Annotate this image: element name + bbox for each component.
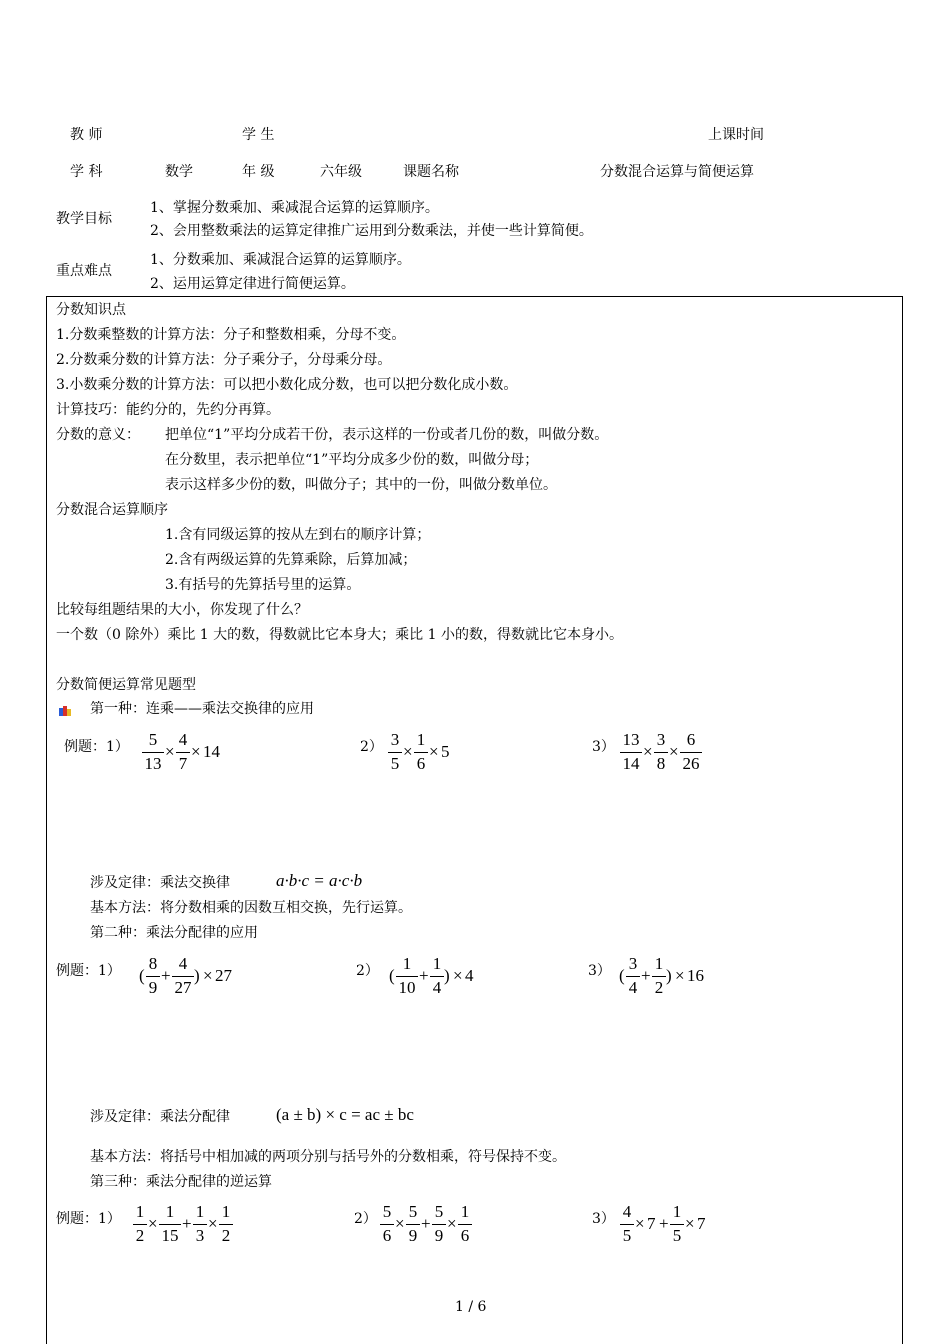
order-3: 3.有括号的先算括号里的运算。 [165,577,361,593]
f1-term-a-denominator: 9 [148,978,158,997]
f3-term-a-numerator: 3 [628,954,638,973]
meaning-label: 分数的意义： [56,427,140,443]
g1-term-c-bar [193,1224,207,1225]
f2-term-b-denominator: 4 [432,978,442,997]
e1-term-a-numerator: 5 [148,730,158,749]
g1-op-2: + [182,1214,192,1233]
e3-term-b-bar [654,752,668,753]
f3-op-1: + [641,966,651,985]
e3-term-b-numerator: 3 [656,730,666,749]
g2-term-b-bar [406,1224,420,1225]
ex2-label: 例题：1） [56,963,121,979]
ex2-num2: 2） [356,963,379,979]
g1-term-d-denominator: 2 [221,1226,231,1245]
g2-term-a-denominator: 6 [382,1226,392,1245]
e2-term-a-numerator: 3 [390,730,400,749]
g2-op-3: × [447,1214,457,1233]
topic-label: 课题名称 [403,164,459,180]
g2-op-1: × [395,1214,405,1233]
e1-term-b-numerator: 4 [178,730,188,749]
g3-term-b: 7 [647,1214,656,1233]
e1-term-a-bar [142,752,164,753]
f1-rparen: ) [194,966,200,985]
e3-term-c-numerator: 6 [686,730,696,749]
law-1-formula: a·b·c = a·c·b [276,871,363,890]
f2-rparen: ) [444,966,450,985]
e3-term-c-bar [680,752,702,753]
e2-op-1: × [403,742,413,761]
law-2-formula: (a ± b) × c = ac ± bc [276,1105,414,1124]
e2-term-a-denominator: 5 [390,754,400,773]
e2-term-b-numerator: 1 [416,730,426,749]
g1-term-b-numerator: 1 [165,1202,175,1221]
law-1-label: 涉及定律：乘法交换律 [90,875,230,891]
type-1-title: 第一种：连乘——乘法交换律的应用 [90,701,314,717]
g3-term-a-numerator: 4 [622,1202,632,1221]
e3-term-c-denominator: 26 [682,754,700,773]
g2-term-a-numerator: 5 [382,1202,392,1221]
type-2-title: 第二种：乘法分配律的应用 [90,925,258,941]
g2-term-d-bar [458,1224,472,1225]
f3-rparen: ) [666,966,672,985]
goals-label: 教学目标 [56,211,112,227]
order-title: 分数混合运算顺序 [56,502,168,518]
e1-term-c: 14 [203,742,220,761]
e2-term-c: 5 [441,742,450,761]
g2-term-c-numerator: 5 [434,1202,444,1221]
e2-term-a-bar [388,752,402,753]
e2-op-2: × [429,742,439,761]
g3-term-a-bar [620,1224,634,1225]
f3-lparen: ( [619,966,625,985]
g1-term-d-bar [219,1224,233,1225]
knowledge-title: 分数知识点 [56,302,126,318]
subject-value: 数学 [165,164,193,180]
law-2-label: 涉及定律：乘法分配律 [90,1109,230,1125]
key-2: 2、运用运算定律进行简便运算。 [150,276,355,292]
grade-value: 六年级 [320,164,362,180]
e1-term-b-bar [176,752,190,753]
books-icon [59,704,71,716]
g1-term-b-denominator: 15 [161,1226,179,1245]
f2-term-b-numerator: 1 [432,954,442,973]
knowledge-item-2: 2.分数乘分数的计算方法：分子乘分子，分母乘分母。 [56,352,392,368]
f1-term-b-denominator: 27 [174,978,192,997]
key-label: 重点难点 [56,263,112,279]
g2-term-a-bar [380,1224,394,1225]
meaning-1: 把单位“1”平均分成若干份，表示这样的一份或者几份的数，叫做分数。 [165,427,609,443]
g1-term-a-denominator: 2 [135,1226,145,1245]
order-2: 2.含有两级运算的先算乘除，后算加减； [165,552,417,568]
e3-term-b-denominator: 8 [656,754,666,773]
f1-term-b-bar [172,976,194,977]
f2-op-1: + [419,966,429,985]
f3-op-2: × [675,966,685,985]
compare-answer: 一个数（0 除外）乘比 1 大的数，得数就比它本身大；乘比 1 小的数，得数就比它本身小。 [56,627,623,643]
key-1: 1、分数乘加、乘减混合运算的运算顺序。 [150,252,411,268]
f3-term-c: 16 [687,966,704,985]
g2-term-d-denominator: 6 [460,1226,470,1245]
goal-2: 2、会用整数乘法的运算定律推广运用到分数乘法，并使一些计算简便。 [150,223,593,239]
topic-value: 分数混合运算与简便运算 [600,164,754,180]
g1-term-a-bar [133,1224,147,1225]
meaning-2: 在分数里，表示把单位“1”平均分成多少份的数，叫做分母； [165,452,539,468]
g3-op-1: × [635,1214,645,1233]
g3-term-c-numerator: 1 [672,1202,682,1221]
e2-term-b-denominator: 6 [416,754,426,773]
g2-op-2: + [421,1214,431,1233]
method-2: 基本方法：将括号中相加减的两项分别与括号外的分数相乘，符号保持不变。 [90,1149,566,1165]
ex3-num2: 2） [354,1211,377,1227]
teacher-label: 教 师 [70,127,103,143]
g2-term-c-denominator: 9 [434,1226,444,1245]
subject-label: 学 科 [70,164,103,180]
e3-term-a-numerator: 13 [622,730,640,749]
f2-lparen: ( [389,966,395,985]
method-1: 基本方法：将分数相乘的因数互相交换，先行运算。 [90,900,412,916]
f2-term-a-denominator: 10 [398,978,416,997]
f1-term-b-numerator: 4 [178,954,188,973]
class-time-label: 上课时间 [708,127,764,143]
e3-term-a-denominator: 14 [622,754,640,773]
e2-term-b-bar [414,752,428,753]
f1-term-a-numerator: 8 [148,954,158,973]
g1-op-1: × [148,1214,158,1233]
f2-term-a-numerator: 1 [402,954,412,973]
grade-label: 年 级 [242,164,275,180]
ex1-num3: 3） [592,739,615,755]
meaning-3: 表示这样多少份的数，叫做分子；其中的一份，叫做分数单位。 [165,477,557,493]
type-3-title: 第三种：乘法分配律的逆运算 [90,1174,272,1190]
page-number: 1 / 6 [455,1299,487,1315]
e1-op-1: × [165,742,175,761]
f2-op-2: × [453,966,463,985]
g3-term-d: 7 [697,1214,706,1233]
e1-term-a-denominator: 13 [144,754,162,773]
g2-term-b-denominator: 9 [408,1226,418,1245]
g1-term-c-numerator: 1 [195,1202,205,1221]
g1-term-b-bar [159,1224,181,1225]
ex1-label: 例题：1） [64,739,129,755]
knowledge-item-3: 3.小数乘分数的计算方法：可以把小数化成分数，也可以把分数化成小数。 [56,377,518,393]
f1-term-a-bar [146,976,160,977]
g3-op-2: + [659,1214,669,1233]
ex3-label: 例题：1） [56,1211,121,1227]
f3-term-b-bar [652,976,666,977]
f1-op-1: + [161,966,171,985]
ex2-num3: 3） [588,963,611,979]
e3-term-a-bar [620,752,642,753]
g3-op-3: × [685,1214,695,1233]
g3-term-c-denominator: 5 [672,1226,682,1245]
g1-term-c-denominator: 3 [195,1226,205,1245]
ex3-num3: 3） [592,1211,615,1227]
f1-lparen: ( [139,966,145,985]
f1-term-c: 27 [215,966,232,985]
g1-op-3: × [208,1214,218,1233]
f3-term-b-denominator: 2 [654,978,664,997]
f2-term-b-bar [430,976,444,977]
e1-op-2: × [191,742,201,761]
g1-term-d-numerator: 1 [221,1202,231,1221]
g2-term-c-bar [432,1224,446,1225]
g3-term-a-denominator: 5 [622,1226,632,1245]
ex1-num2: 2） [360,739,383,755]
f2-term-c: 4 [465,966,474,985]
knowledge-item-4: 计算技巧：能约分的，先约分再算。 [56,402,280,418]
f1-op-2: × [203,966,213,985]
types-title: 分数简便运算常见题型 [56,677,196,693]
f3-term-b-numerator: 1 [654,954,664,973]
f2-term-a-bar [396,976,418,977]
order-1: 1.含有同级运算的按从左到右的顺序计算； [165,527,431,543]
e1-term-b-denominator: 7 [178,754,188,773]
knowledge-item-1: 1.分数乘整数的计算方法：分子和整数相乘，分母不变。 [56,327,406,343]
e3-op-2: × [669,742,679,761]
student-label: 学 生 [242,127,275,143]
goal-1: 1、掌握分数乘加、乘减混合运算的运算顺序。 [150,200,439,216]
g3-term-c-bar [670,1224,684,1225]
g2-term-d-numerator: 1 [460,1202,470,1221]
e3-op-1: × [643,742,653,761]
g2-term-b-numerator: 5 [408,1202,418,1221]
f3-term-a-denominator: 4 [628,978,638,997]
f3-term-a-bar [626,976,640,977]
g1-term-a-numerator: 1 [135,1202,145,1221]
compare-question: 比较每组题结果的大小，你发现了什么？ [56,602,308,618]
